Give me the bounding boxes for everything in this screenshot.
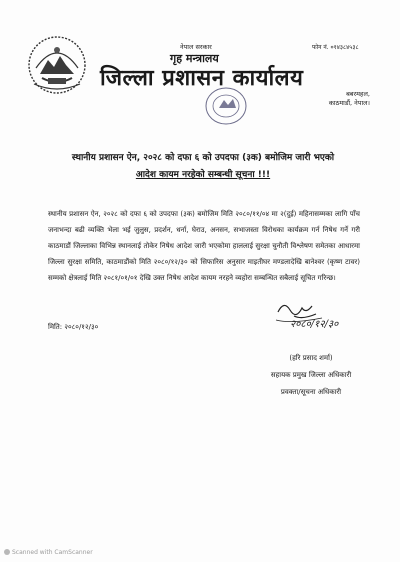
signatory-role: प्रवक्ता/सूचना अधिकारी [280, 388, 342, 396]
notice-date: मिति: २०८०/१२/३० [48, 323, 99, 331]
address-line-1: बबरमहल, [346, 90, 370, 98]
signatory-block [268, 350, 354, 401]
signature-date: २०८०/१२/३० [290, 319, 339, 330]
notice-body: स्थानीय प्रशासन ऐन, २०२८ को दफा ६ को उपदफा (३क) बमोजिम मिति २०८०/११/०४ मा २(दुई) महिनासम्मका लागि पाँच जनाभन्दा बढी व्यक्ति भेला भई जुलुस, प्रदर्शन, धर्ना, घेराउ, अनसन, सभाजस्ता विरोधका कार्यक्रम गर्न निषेध गर्ने गरी काठमाडौं जिल्लाका विभिन्न स्थानलाई तोकेर निषेध आदेश जारी भएकोमा हाललाई सुरक्षा चुनौती विश्लेषण समेतका आधारमा जिल्ला सुरक्षा समिति, काठमाडौंको मिति २०८०/१२/३० को सिफारिस अनुसार माइतीघर मण्डलादेखि बानेश्वर (कृष्ण टावर) सम्मको क्षेत्रलाई मिति २०८१/०१/०१ देखि उक्त निषेध आदेश कायम नरहने व्यहोरा सम्बन्धित सबैलाई सूचित गरिन्छ। [48, 210, 360, 282]
notice-title [48, 150, 358, 184]
scanner-watermark [4, 549, 93, 556]
government-label: नेपाल सरकार [180, 43, 212, 51]
office-address [329, 90, 370, 108]
signatory-designation: सहायक प्रमुख जिल्ला अधिकारी [270, 371, 352, 379]
office-stamp-icon [204, 86, 248, 126]
watermark-text: Scanned with CamScanner [12, 549, 93, 556]
office-name: जिल्ला प्रशासन कार्यालय [100, 66, 304, 91]
notice-title-line-1: स्थानीय प्रशासन ऐन, २०२८ को दफा ६ को उपदफा (३क) बमोजिम जारी भएको [71, 153, 335, 163]
ministry-name: गृह मन्त्रालय [170, 52, 219, 65]
signatory-name: (हरि प्रसाद शर्मा) [289, 354, 333, 362]
notice-title-line-2: आदेश कायम नरहेको सम्बन्धी सूचना !!! [135, 170, 271, 180]
address-line-2: काठमाडौं, नेपाल। [328, 99, 370, 107]
camscanner-icon [4, 549, 10, 555]
phone-number: फोन नं. ०१४३८४५३८ [312, 44, 359, 51]
nepal-emblem-icon [26, 34, 88, 96]
